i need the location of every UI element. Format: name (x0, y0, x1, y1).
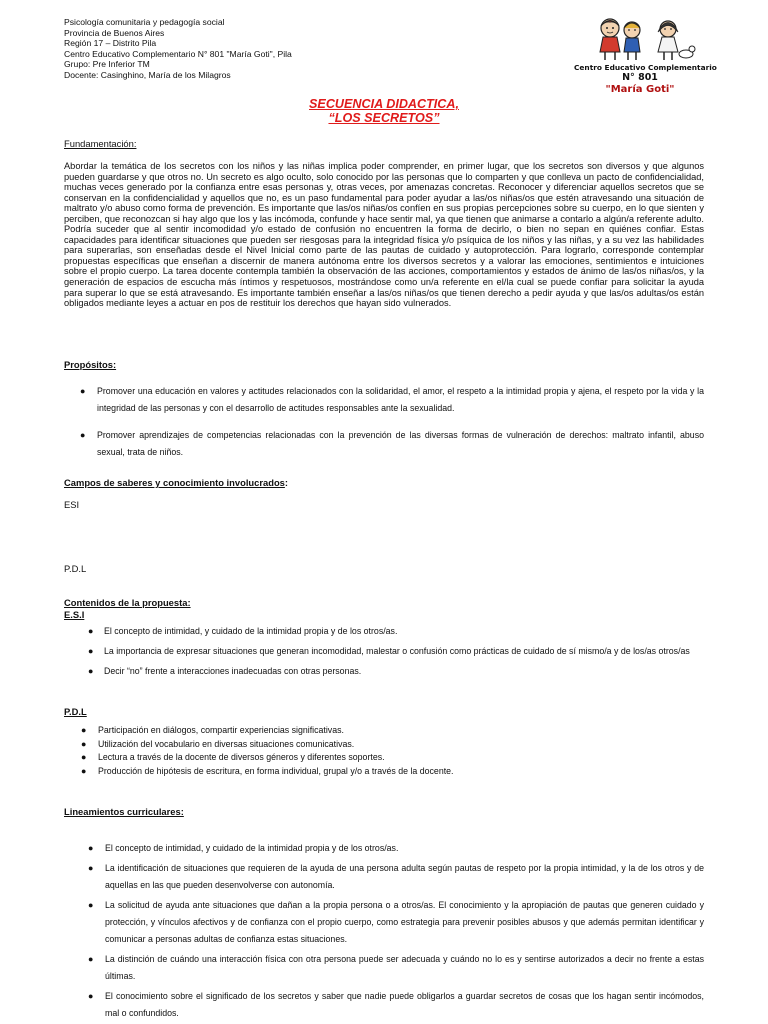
fundamentacion-paragraph: Abordar la temática de los secretos con los niños y las niñas implica poder comprender, en primer lugar, que los secretos son diversos y que algunos pueden guardarse y que otros no. Un secreto es algo oculto, solo conocido por las personas que lo comparten y que conlleva un pacto de confidencialidad, muchas veces generado por la confianza entre esas personas y, otras veces, por amenazas concretas. Reconocer y diferenciar aquellos secretos que se conservan en la confidencialidad y aquellos que no, es un paso fundamental para poder ayudar a las/os niñas/os que estén atravesando una situación de maltrato y/o abuso como forma de prevención. Es importante que las/os niñas/os confíen en sus propias percepciones sobre su cuerpo, en lo que sienten y perciben, que reconozcan si hay algo que los y las incómoda, confunde y hace sentir mal, ya que tienen que animarse a contarlo a algún/a referente adulto. Podría suceder que al sentir incomodidad y/o estado de confusión no encuentren la forma de decirlo, o bien no sepan en quiénes confiar. Estas capacidades para identificar situaciones que pueden ser riesgosas para la integridad física y/o psíquica de los niños y las niñas, y a su vez las habilidades para superarlas, son enseñadas desde el Nivel Inicial como parte de las pautas de cuidado y autoprotección. Para lograrlo, corresponde contemplar propuestas específicas que enseñan a discernir de manera autónoma entre los diversos secretos y a valorar las emociones, sentimientos e intuiciones sobre el propio cuerpo. La tarea docente contempla también la observación de las acciones, comportamientos y estados de ánimo de las/os niñas/os, y la generación de espacios de escucha más íntimos y respetuosos, mostrándose como un/a referente en el/la cual se puede confiar para solicitar la ayuda para superar lo que se está atravesando. Es importante también enseñar a las/os niñas/os que tienen derecho a pedir ayuda y que las/os adultas/os están obligados mediante leyes a actuar en pos de restituir los derechos que hayan sido vulnerados. (64, 161, 704, 309)
campos-heading-colon: : (284, 477, 289, 488)
list-item-text: El conocimiento sobre el significado de los secretos y saber que nadie puede obligarlos a guardar secretos de cosas que los hagan sentir incómodos, mal o confundidos. (105, 991, 704, 1018)
propositos-heading: Propósitos: (64, 359, 117, 370)
list-item: ● La distinción de cuándo una interacción física con otra persona puede ser adecuada y cuándo no lo es y sentirse autorizados a decir no frente a estas últimas. (88, 954, 704, 981)
list-item: ● El concepto de intimidad, y cuidado de la intimidad propia y de los otros/as. (88, 626, 398, 636)
contenidos-pdl-list (64, 724, 704, 778)
list-item: ● La solicitud de ayuda ante situaciones que dañan a la propia persona o a otros/as. El conocimiento y la apropiación de pautas que generen cuidado y protección, y vínculos afectivos y de confianza con el propio cuerpo, como estrategia para prevenir posibles abusos y que además permitan identificar y comunicar a personas adultas de confianza estas situaciones. (88, 900, 704, 944)
lineamientos-heading: Lineamientos curriculares: (64, 806, 184, 817)
document-subtitle: “LOS SECRETOS” (328, 111, 440, 125)
list-item: ● Producción de hipótesis de escritura, en forma individual, grupal y/o a través de la docente. (81, 765, 454, 776)
list-item: ● Participación en diálogos, compartir experiencias significativas. (81, 725, 344, 735)
list-item: ● Lectura a través de la docente de diversos géneros y diferentes soportes. (81, 752, 385, 762)
list-item-text: El concepto de intimidad, y cuidado de la intimidad propia y de los otros/as. (104, 626, 398, 636)
list-item: ● El conocimiento sobre el significado de los secretos y saber que nadie puede obligarlos a guardar secretos de cosas que los hagan sentir incómodos, mal o confundidos. (88, 991, 704, 1018)
list-item-text: La solicitud de ayuda ante situaciones que dañan a la propia persona o a otros/as. El conocimiento y la apropiación de pautas que generen cuidado y protección, y vínculos afectivos y de confianza con el propio cuerpo, como estrategia para prevenir posibles abusos y que además permitan identificar y comunicar a personas adultas de confianza estas situaciones. (105, 900, 704, 944)
list-item-text: Producción de hipótesis de escritura, en forma individual, grupal y/o a través de la docente. (98, 765, 454, 776)
document-title: SECUENCIA DIDACTICA, (309, 97, 459, 111)
logo-text: Centro Educativo Complementario (574, 63, 717, 72)
lineamientos-list (64, 840, 704, 1022)
contenidos-esi-list (64, 623, 704, 680)
list-item-text: Utilización del vocabulario en diversas situaciones comunicativas. (98, 738, 355, 749)
list-item: ● Promover una educación en valores y actitudes relacionados con la solidaridad, el amor, el respeto a la intimidad propia y ajena, el respeto por la vida y la integridad de las personas y con el desarrollo de actitudes responsables ante la sexualidad. (80, 386, 704, 413)
list-item: ● Utilización del vocabulario en diversas situaciones comunicativas. (81, 738, 355, 749)
campos-heading (64, 477, 288, 488)
list-item-text: El concepto de intimidad, y cuidado de la intimidad propia y de los otros/as. (105, 843, 399, 853)
header-line: Psicología comunitaria y pedagogía social (64, 17, 225, 27)
list-item: ● Promover aprendizajes de competencias relacionadas con la prevención de las diversas formas de vulneración de derechos: maltrato infantil, abuso sexual, trata de niños. (80, 430, 704, 457)
list-item-text: La distinción de cuándo una interacción física con otra persona puede ser adecuada y cuándo no lo es y sentirse autorizados a decir no frente a estas últimas. (105, 954, 704, 981)
propositos-list (64, 383, 704, 461)
header-info (64, 17, 292, 81)
contenidos-pdl-label: P.D.L (64, 706, 87, 717)
logo-name: "María Goti" (605, 84, 675, 95)
list-item-text: Decir “no” frente a interacciones inadecuadas con otras personas. (104, 666, 362, 676)
list-item: ● Decir “no” frente a interacciones inadecuadas con otras personas. (88, 666, 362, 676)
list-item: ● La importancia de expresar situaciones que generan incomodidad, malestar o confusión como prácticas de cuidado de sí mismo/a y de los/as otros/as (88, 646, 690, 656)
list-item-text: Participación en diálogos, compartir experiencias significativas. (98, 725, 344, 735)
list-item-text: Lectura a través de la docente de diversos géneros y diferentes soportes. (98, 752, 385, 762)
campo-pdl: P.D.L (64, 563, 87, 574)
list-item-text: Promover aprendizajes de competencias relacionadas con la prevención de las diversas formas de vulneración de derechos: maltrato infantil, abuso sexual, trata de niños. (97, 430, 704, 457)
contenidos-heading: Contenidos de la propuesta: (64, 597, 191, 608)
school-logo (574, 16, 717, 100)
campo-esi: ESI (64, 499, 80, 510)
list-item-text: La identificación de situaciones que requieren de la ayuda de una persona adulta según pautas de respeto por la propia intimidad, y la de los otros y de aquellas en las que pueden desenvolverse con autonomía. (105, 863, 704, 890)
campos-heading-text: Campos de saberes y conocimiento involucrados (64, 477, 285, 488)
contenidos-esi-label: E.S.I (64, 609, 85, 620)
header-line: Región 17 – Distrito Pila (64, 38, 157, 49)
header-line: Centro Educativo Complementario N° 801 "María Goti", Pila (64, 48, 292, 59)
header-line: Docente: Casinghino, María de los Milagros (64, 69, 231, 80)
logo-number: N° 801 (622, 72, 658, 83)
children-illustration-icon (574, 16, 706, 64)
fundamentacion-heading: Fundamentación: (64, 138, 137, 149)
list-item-text: La importancia de expresar situaciones que generan incomodidad, malestar o confusión como prácticas de cuidado de sí mismo/a y de los/as otros/as (104, 646, 690, 656)
header-line: Grupo: Pre Inferior TM (64, 59, 150, 70)
list-item-text: Promover una educación en valores y actitudes relacionados con la solidaridad, el amor, el respeto a la intimidad propia y ajena, el respeto por la vida y la integridad de las personas y con el desarrollo de actitudes responsables ante la sexualidad. (97, 386, 704, 413)
list-item: ● El concepto de intimidad, y cuidado de la intimidad propia y de los otros/as. (88, 843, 399, 853)
header-line: Provincia de Buenos Aires (64, 27, 165, 38)
list-item: ● La identificación de situaciones que requieren de la ayuda de una persona adulta según pautas de respeto por la propia intimidad, y la de los otros y de aquellas en las que pueden desenvolverse con autonomía. (88, 863, 704, 890)
